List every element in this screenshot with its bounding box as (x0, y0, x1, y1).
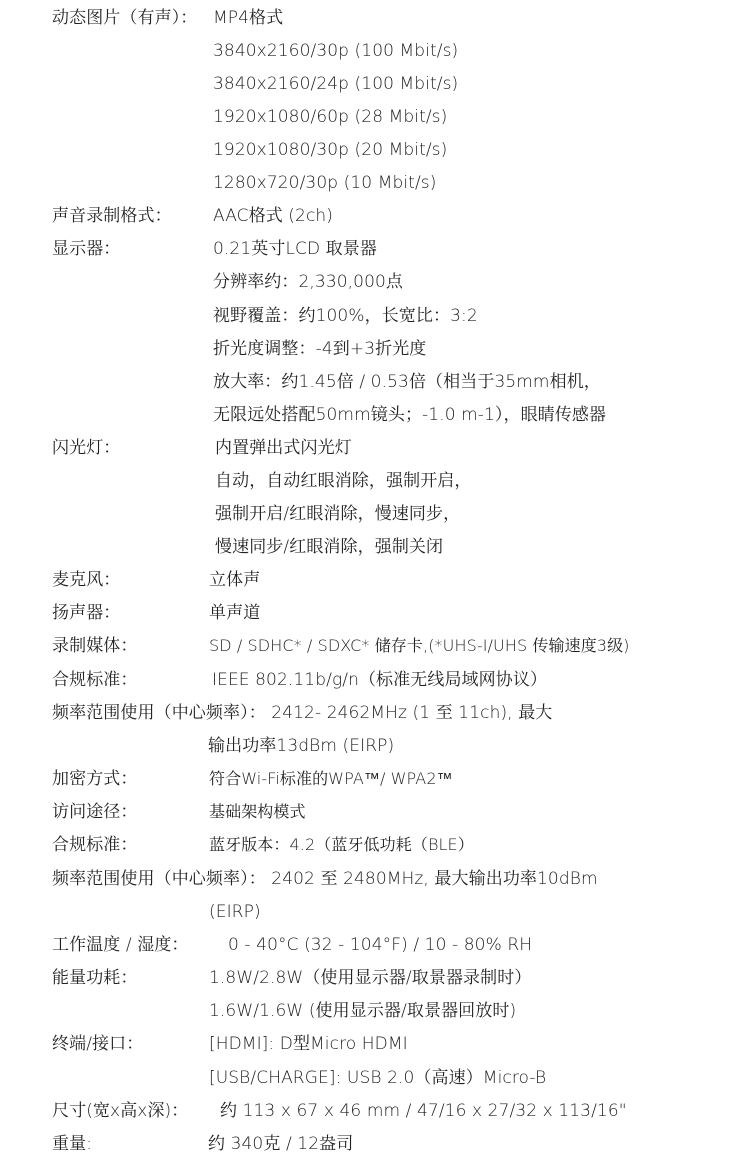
port-line-1: [HDMI]: D型Micro HDMI (209, 1034, 408, 1054)
display-line-2: 分辨率约：2,330,000点 (213, 272, 404, 292)
flash-line-3: 强制开启/红眼消除，慢速同步， (215, 504, 461, 524)
mic-value: 立体声 (209, 570, 261, 590)
wifi-frequency-line-2: 输出功率13dBm (EIRP) (208, 736, 395, 756)
temperature-value: 0 - 40°C (32 - 104°F) / 10 - 80% RH (228, 935, 533, 955)
wifi-standard-label: 合规标准： (52, 670, 138, 690)
weight-value: 约 340克 / 12盎司 (208, 1134, 354, 1154)
access-value: 基础架构模式 (209, 802, 306, 821)
flash-line-4: 慢速同步/红眼消除，强制关闭 (215, 537, 444, 557)
display-label: 显示器： (52, 239, 121, 259)
display-line-1: 0.21英寸LCD 取景器 (213, 239, 377, 259)
speaker-label: 扬声器： (52, 603, 121, 623)
display-line-5: 放大率：约1.45倍 / 0.53倍（相当于35mm相机， (213, 372, 601, 392)
wifi-standard-value: IEEE 802.11b/g/n（标准无线局域网协议） (212, 670, 548, 690)
resolution-5: 1280x720/30p (10 Mbit/s) (213, 173, 437, 193)
wifi-frequency-line-1: 频率范围使用（中心频率）： 2412- 2462MHz (1 至 11ch), 最大 (52, 703, 553, 723)
resolution-1: 3840x2160/30p (100 Mbit/s) (213, 41, 459, 61)
power-label: 能量功耗： (52, 968, 138, 988)
media-value: SD / SDHC* / SDXC* 储存卡,(*UHS-I/UHS 传输速度3级) (209, 636, 630, 655)
media-label: 录制媒体： (52, 636, 138, 656)
power-line-1: 1.8W/2.8W（使用显示器/取景器录制时） (209, 968, 532, 988)
resolution-3: 1920x1080/60p (28 Mbit/s) (213, 107, 448, 127)
resolution-4: 1920x1080/30p (20 Mbit/s) (213, 140, 448, 160)
bluetooth-frequency-line-2: (EIRP) (209, 902, 261, 922)
dynamic-label: 动态图片（有声）： (52, 8, 198, 28)
port-label: 终端/接口： (52, 1034, 144, 1054)
audio-label: 声音录制格式： (52, 206, 172, 226)
display-line-6: 无限远处搭配50mm镜头；-1.0 m-1），眼睛传感器 (213, 405, 607, 425)
bluetooth-frequency-line-1: 频率范围使用（中心频率）： 2402 至 2480MHz, 最大输出功率10dBm (52, 869, 598, 889)
temperature-label: 工作温度 / 湿度： (52, 935, 189, 955)
audio-value: AAC格式 (2ch) (213, 206, 334, 226)
dynamic-format: MP4格式 (213, 8, 284, 28)
display-line-4: 折光度调整：-4到+3折光度 (213, 339, 427, 359)
bluetooth-standard-label: 合规标准： (52, 835, 138, 855)
display-line-3: 视野覆盖：约100%，长宽比：3:2 (213, 306, 478, 326)
flash-line-1: 内置弹出式闪光灯 (215, 438, 352, 458)
flash-line-2: 自动，自动红眼消除，强制开启， (215, 471, 472, 491)
size-label: 尺寸(宽x高x深)： (52, 1101, 189, 1121)
speaker-value: 单声道 (209, 603, 261, 623)
encryption-label: 加密方式： (52, 769, 138, 789)
size-value: 约 113 x 67 x 46 mm / 47/16 x 27/32 x 113/16" (220, 1101, 627, 1121)
access-label: 访问途径： (52, 802, 138, 822)
port-line-2: [USB/CHARGE]: USB 2.0（高速）Micro-B (209, 1068, 547, 1088)
resolution-2: 3840x2160/24p (100 Mbit/s) (213, 74, 459, 94)
power-line-2: 1.6W/1.6W (使用显示器/取景器回放时) (209, 1001, 517, 1021)
flash-label: 闪光灯： (52, 438, 121, 458)
bluetooth-standard-value: 蓝牙版本：4.2（蓝牙低功耗（BLE） (209, 835, 474, 854)
mic-label: 麦克风： (52, 570, 121, 590)
encryption-value: 符合Wi-Fi标准的WPA™/ WPA2™ (209, 769, 453, 788)
weight-label: 重量: (52, 1134, 93, 1154)
